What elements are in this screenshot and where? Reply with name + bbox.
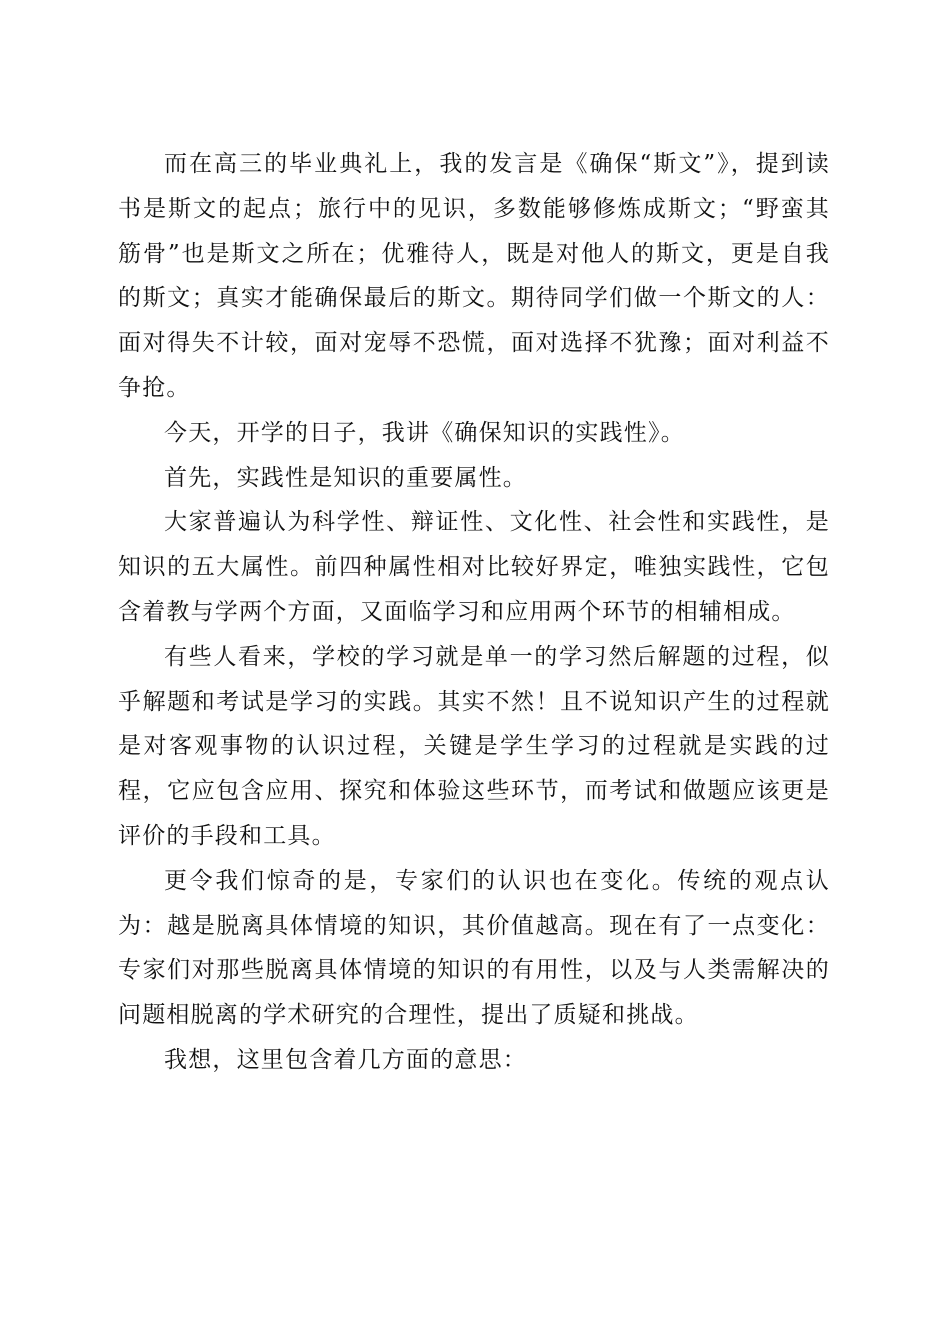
paragraph-my-thoughts: 我想，这里包含着几方面的意思： [164,1046,527,1073]
paragraph-five-attributes: 大家普遍认为科学性、辩证性、文化性、社会性和实践性，是知识的五大属性。前四种属性相对比较好界定，唯独实践性，它包含着教与学两个方面，又面临学习和应用两个环节的相辅相成。 [118,509,830,625]
paragraph-expert-views: 更令我们惊奇的是，专家们的认识也在变化。传统的观点认为：越是脱离具体情境的知识，其价值越高。现在有了一点变化：专家们对那些脱离具体情境的知识的有用性，以及与人类需解决的问题相脱离的学术研究的合理性，提出了质疑和挑战。 [118,867,830,1029]
paragraph-first-point: 首先，实践性是知识的重要属性。 [164,464,527,491]
document-body [118,142,830,1083]
paragraph-today-topic: 今天，开学的日子，我讲《确保知识的实践性》。 [164,419,685,446]
paragraph-graduation-speech: 而在高三的毕业典礼上，我的发言是《确保“斯文”》，提到读书是斯文的起点；旅行中的见识，多数能够修炼成斯文；“野蛮其筋骨”也是斯文之所在；优雅待人，既是对他人的斯文，更是自我的斯文；真实才能确保最后的斯文。期待同学们做一个斯文的人：面对得失不计较，面对宠辱不恐慌，面对选择不犹豫；面对利益不争抢。 [118,151,830,401]
paragraph-school-learning: 有些人看来，学校的学习就是单一的学习然后解题的过程，似乎解题和考试是学习的实践。其实不然！且不说知识产生的过程就是对客观事物的认识过程，关键是学生学习的过程就是实践的过程，它应包含应用、探究和体验这些环节，而考试和做题应该更是评价的手段和工具。 [118,643,830,849]
